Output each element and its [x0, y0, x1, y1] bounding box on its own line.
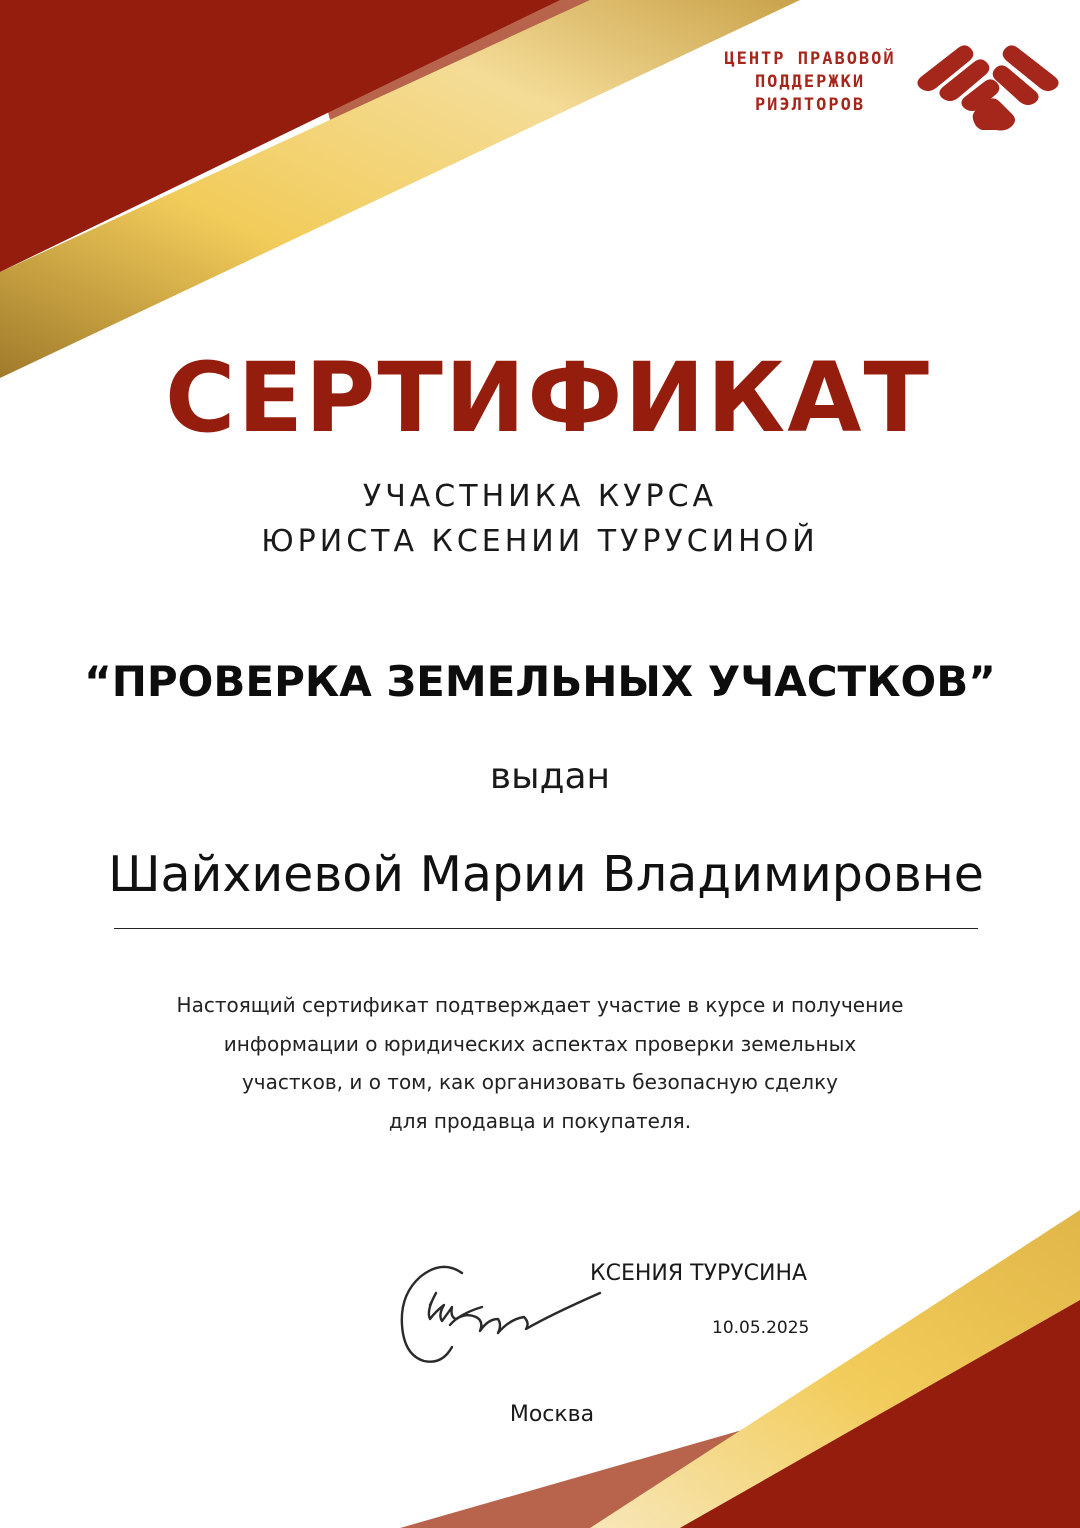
certificate-title: СЕРТИФИКАТ: [164, 342, 931, 454]
description-line-3: участков, и о том, как организовать безопасную сделку: [241, 1070, 839, 1094]
signer-name: КСЕНИЯ ТУРУСИНА: [590, 1261, 808, 1286]
description-line-4: для продавца и покупателя.: [388, 1108, 692, 1133]
handwritten-signature: [390, 1255, 610, 1375]
organization-logo-text: [710, 48, 910, 117]
logo-line-2: ПОДДЕРЖКИ: [754, 72, 866, 92]
description-line-1: Настоящий сертификат подтверждает участие в курсе и получение: [176, 993, 904, 1017]
recipient-name: Шайхиевой Марии Владимировне: [108, 846, 984, 903]
issue-city: Москва: [509, 1402, 595, 1427]
recipient-underline: [114, 928, 978, 929]
course-name: “ПРОВЕРКА ЗЕМЕЛЬНЫХ УЧАСТКОВ”: [84, 657, 996, 706]
subtitle-line-2: ЮРИСТА КСЕНИИ ТУРУСИНОЙ: [261, 524, 819, 559]
certificate-subtitle: [0, 474, 1080, 564]
description-line-2: информации о юридических аспектах проверки земельных: [223, 1031, 857, 1056]
logo-line-1: ЦЕНТР ПРАВОВОЙ: [724, 49, 896, 69]
certificate-description: [110, 986, 970, 1140]
roof-hands-logo-icon: [912, 40, 1064, 136]
subtitle-line-1: УЧАСТНИКА КУРСА: [362, 479, 718, 514]
issued-label: выдан: [489, 756, 611, 797]
issue-date: 10.05.2025: [712, 1318, 810, 1338]
logo-line-3: РИЭЛТОРОВ: [754, 95, 866, 115]
